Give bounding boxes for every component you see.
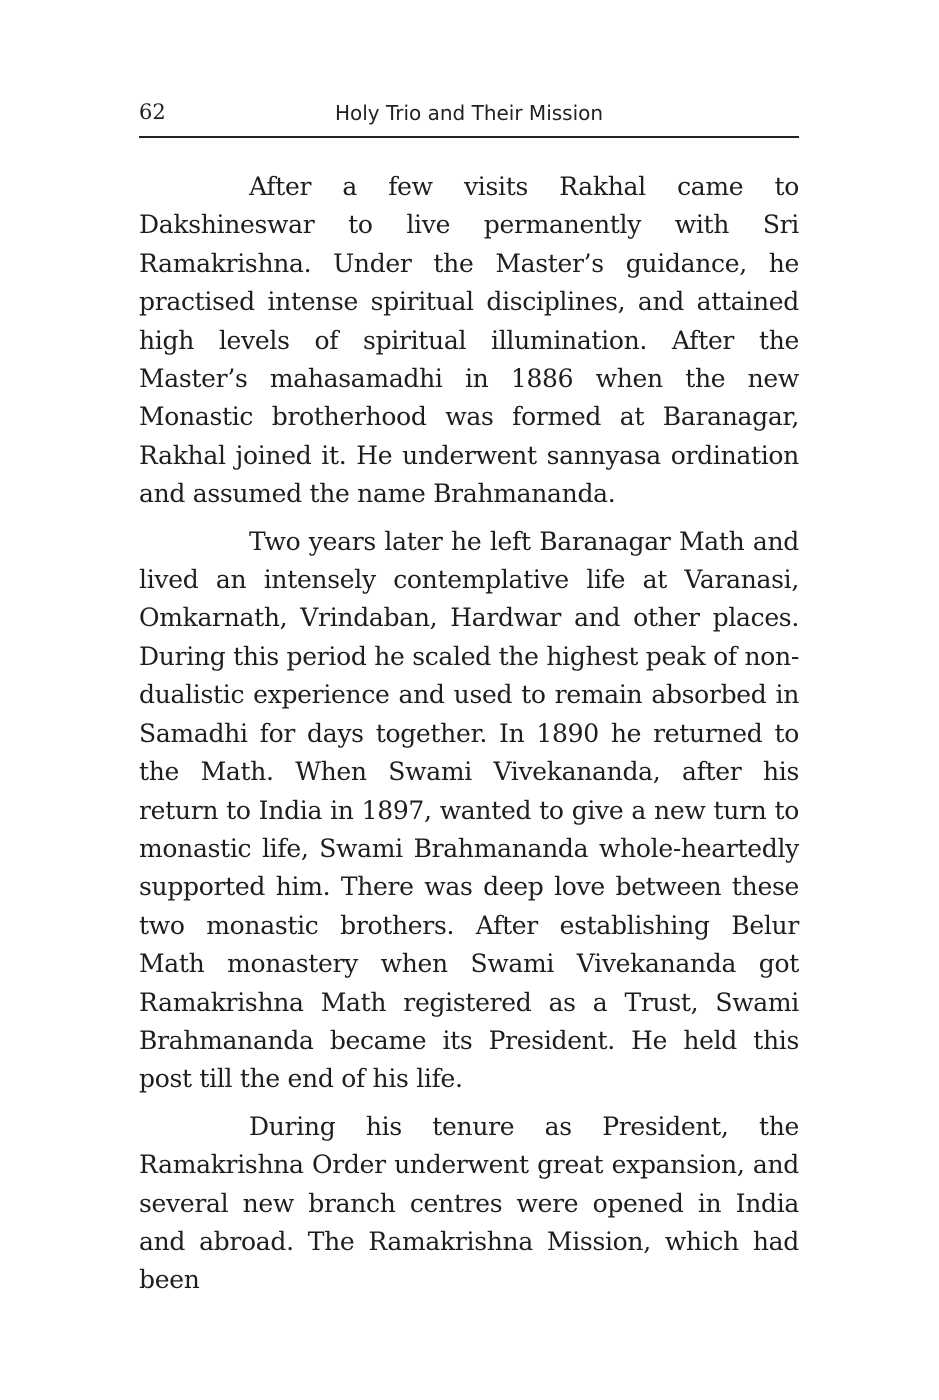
body-text: [139, 168, 799, 1309]
paragraph-2: Two years later he left Baranagar Math and lived an intensely contemplative life at Varanasi, Omkarnath, Vrindaban, Hardwar and other places. During this period he scaled the highest peak of non-dualistic experience and used to remain absorbed in Samadhi for days together. In 1890 he returned to the Math. When Swami Vivekananda, after his return to India in 1897, wanted to give a new turn to monastic life, Swami Brahmananda whole-heartedly supported him. There was deep love between these two monastic brothers. After establishing Belur Math monastery when Swami Vivekananda got Ramakrishna Math registered as a Trust, Swami Brahmananda became its President. He held this post till the end of his life.: [139, 526, 799, 1094]
running-title: Holy Trio and Their Mission: [334, 101, 604, 125]
paragraph-3: During his tenure as President, the Ramakrishna Order underwent great expansion, and several new branch centres were opened in India and abroad. The Ramakrishna Mission, which had been: [139, 1111, 799, 1295]
page-number: 62: [139, 100, 166, 124]
running-header: [139, 100, 799, 138]
paragraph-1: After a few visits Rakhal came to Dakshineswar to live permanently with Sri Ramakrishna. Under the Master’s guidance, he practised intense spiritual disciplines, and attained high levels of spiritual illumination. After the Master’s mahasamadhi in 1886 when the new Monastic brotherhood was formed at Baranagar, Rakhal joined it. He underwent sannyasa ordination and assumed the name Brahmananda.: [139, 172, 799, 509]
